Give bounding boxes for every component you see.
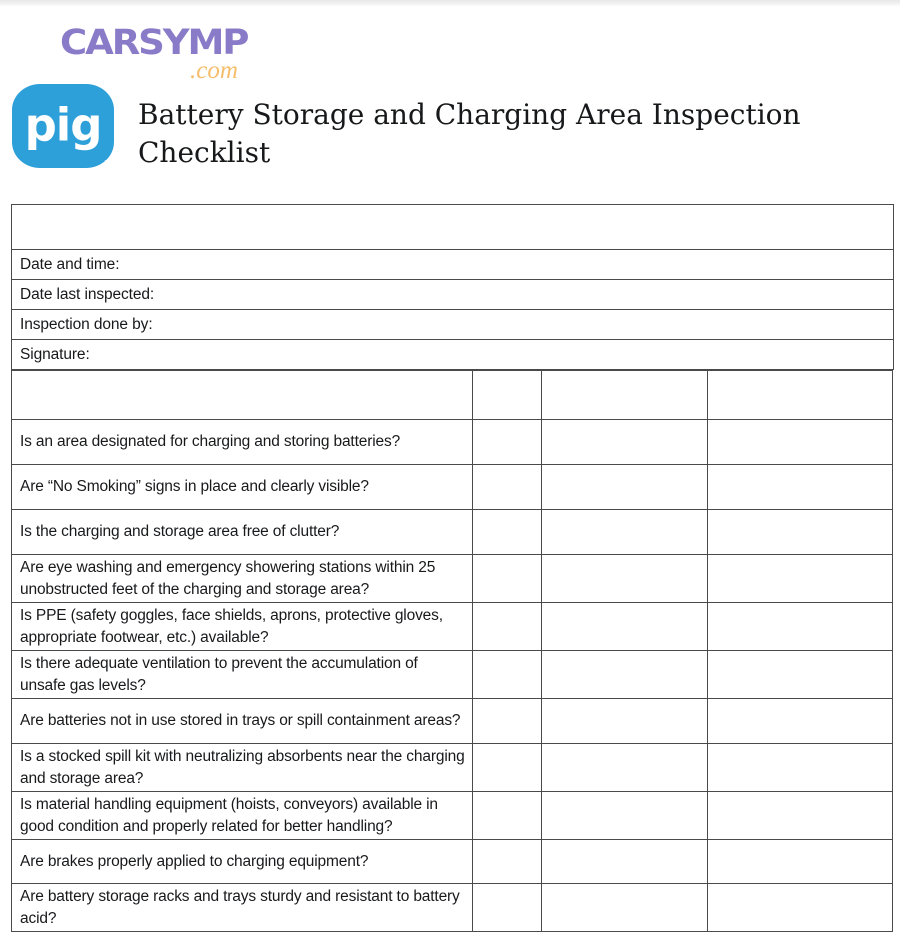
checklist-question-text: Is there adequate ventilation to prevent the accumulation of unsafe gas levels? xyxy=(20,655,418,694)
employee-responsible-cell-value xyxy=(708,814,892,818)
employee-responsible-cell[interactable] xyxy=(708,465,893,510)
checklist-row xyxy=(12,651,893,699)
corrective-action-cell[interactable] xyxy=(542,744,708,792)
corrective-action-cell-value xyxy=(542,485,707,489)
checklist-question-text: Are battery storage racks and trays sturdy and resistant to battery acid? xyxy=(20,888,460,927)
corrective-action-cell-value xyxy=(542,766,707,770)
checklist-question-text: Are “No Smoking” signs in place and clearly visible? xyxy=(20,478,369,496)
employee-responsible-cell-value xyxy=(708,860,892,864)
yes-no-answer-cell-value xyxy=(473,906,541,910)
info-cell[interactable] xyxy=(12,340,894,370)
checklist-question-text: Is an area designated for charging and storing batteries? xyxy=(20,433,401,451)
checklist-header-yn-cell xyxy=(473,371,542,420)
checklist-question-text: Is a stocked spill kit with neutralizing absorbents near the charging and storage area? xyxy=(20,748,465,787)
info-cell[interactable] xyxy=(12,280,894,310)
corrective-action-cell[interactable] xyxy=(542,884,708,932)
checklist-question-text: Are brakes properly applied to charging equipment? xyxy=(20,852,369,870)
checklist-row xyxy=(12,699,893,744)
checklist-header-row xyxy=(12,371,893,420)
column-header-corrective-action: Corrective Action xyxy=(550,385,702,404)
employee-responsible-cell[interactable] xyxy=(708,603,893,651)
corrective-action-cell-value xyxy=(542,440,707,444)
yes-no-answer-cell[interactable] xyxy=(473,840,542,884)
checklist-row xyxy=(12,510,893,555)
employee-responsible-cell-value xyxy=(708,440,892,444)
employee-responsible-cell-value xyxy=(708,625,892,629)
employee-responsible-cell[interactable] xyxy=(708,555,893,603)
employee-responsible-cell-value xyxy=(708,906,892,910)
checklist-question-text: Is the charging and storage area free of clutter? xyxy=(20,523,340,541)
checklist-question-cell xyxy=(12,884,473,932)
corrective-action-cell-value xyxy=(542,814,707,818)
info-cell[interactable] xyxy=(12,250,894,280)
corrective-action-cell-value xyxy=(542,719,707,723)
checklist-question-cell xyxy=(12,510,473,555)
yes-no-answer-cell[interactable] xyxy=(473,884,542,932)
employee-responsible-cell-value xyxy=(708,766,892,770)
page-title: Battery Storage and Charging Area Inspection Checklist xyxy=(138,98,801,169)
inspection-information-header-row xyxy=(12,205,894,250)
checklist-row xyxy=(12,555,893,603)
corrective-action-cell-value xyxy=(542,577,707,581)
column-header-yn: Y / N xyxy=(486,386,528,404)
checklist-question-text: Is PPE (safety goggles, face shields, aprons, protective gloves, appropriate footwear, etc.) available? xyxy=(20,607,443,646)
top-gray-band xyxy=(0,0,900,6)
yes-no-answer-cell-value xyxy=(473,440,541,444)
checklist-question-text: Is material handling equipment (hoists, conveyors) available in good condition and properly related for better handling? xyxy=(20,796,438,835)
inspection-information-header-cell xyxy=(12,205,894,250)
employee-responsible-cell[interactable] xyxy=(708,510,893,555)
info-row-date-last-inspected[interactable] xyxy=(12,280,894,310)
info-label: Inspection done by: xyxy=(20,315,153,333)
corrective-action-cell[interactable] xyxy=(542,651,708,699)
yes-no-answer-cell-value xyxy=(473,719,541,723)
corrective-action-cell-value xyxy=(542,673,707,677)
checklist-question-text: Are eye washing and emergency showering stations within 25 unobstructed feet of the charging and storage area? xyxy=(20,559,436,598)
yes-no-answer-cell-value xyxy=(473,625,541,629)
info-cell[interactable] xyxy=(12,310,894,340)
corrective-action-cell[interactable] xyxy=(542,510,708,555)
checklist-question-cell xyxy=(12,555,473,603)
checklist-tables xyxy=(11,204,893,932)
yes-no-answer-cell[interactable] xyxy=(473,651,542,699)
employee-responsible-cell-value xyxy=(708,673,892,677)
checklist-row xyxy=(12,840,893,884)
info-label: Date and time: xyxy=(20,255,120,273)
corrective-action-cell-value xyxy=(542,860,707,864)
carsymp-logo[interactable] xyxy=(60,23,290,88)
trademark-symbol: ™ xyxy=(104,160,111,167)
employee-responsible-cell[interactable] xyxy=(708,792,893,840)
yes-no-answer-cell-value xyxy=(473,860,541,864)
checklist-row xyxy=(12,884,893,932)
yes-no-answer-cell-value xyxy=(473,577,541,581)
yes-no-answer-cell[interactable] xyxy=(473,792,542,840)
employee-responsible-cell-value xyxy=(708,577,892,581)
yes-no-answer-cell-value xyxy=(473,673,541,677)
checklist-header-corrective-action-cell xyxy=(542,371,708,420)
employee-responsible-cell[interactable] xyxy=(708,884,893,932)
document-header xyxy=(12,84,892,180)
carsymp-dotcom-text: .com xyxy=(190,57,238,84)
corrective-action-cell[interactable] xyxy=(542,555,708,603)
yes-no-answer-cell-value xyxy=(473,485,541,489)
checklist-row xyxy=(12,603,893,651)
info-label: Date last inspected: xyxy=(20,285,155,303)
info-row-signature[interactable] xyxy=(12,340,894,370)
inspection-information-table xyxy=(11,204,894,370)
checklist-question-cell xyxy=(12,651,473,699)
corrective-action-cell[interactable] xyxy=(542,699,708,744)
yes-no-answer-cell[interactable] xyxy=(473,465,542,510)
yes-no-answer-cell-value xyxy=(473,814,541,818)
employee-responsible-cell-value xyxy=(708,719,892,723)
yes-no-answer-cell-value xyxy=(473,766,541,770)
section-title: Inspection Information xyxy=(23,217,244,237)
corrective-action-cell[interactable] xyxy=(542,792,708,840)
employee-responsible-cell[interactable] xyxy=(708,744,893,792)
info-row-date-and-time[interactable] xyxy=(12,250,894,280)
corrective-action-cell[interactable] xyxy=(542,420,708,465)
checklist-row xyxy=(12,420,893,465)
corrective-action-cell[interactable] xyxy=(542,840,708,884)
yes-no-answer-cell[interactable] xyxy=(473,555,542,603)
yes-no-answer-cell-value xyxy=(473,530,541,534)
employee-responsible-cell[interactable] xyxy=(708,420,893,465)
employee-responsible-cell-value xyxy=(708,530,892,534)
yes-no-answer-cell[interactable] xyxy=(473,744,542,792)
checklist-question-cell xyxy=(12,420,473,465)
battery-charging-checklist-table xyxy=(11,370,893,932)
checklist-question-cell xyxy=(12,744,473,792)
checklist-question-cell xyxy=(12,699,473,744)
carsymp-wordmark: CARSYMP xyxy=(60,23,248,63)
checklist-question-cell xyxy=(12,840,473,884)
checklist-question-cell xyxy=(12,465,473,510)
checklist-row xyxy=(12,465,893,510)
yes-no-answer-cell[interactable] xyxy=(473,699,542,744)
employee-responsible-cell[interactable] xyxy=(708,840,893,884)
corrective-action-cell-value xyxy=(542,530,707,534)
checklist-question-cell xyxy=(12,792,473,840)
checklist-question-text: Are batteries not in use stored in trays or spill containment areas? xyxy=(20,712,461,730)
corrective-action-cell-value xyxy=(542,625,707,629)
yes-no-answer-cell[interactable] xyxy=(473,603,542,651)
info-row-inspection-done-by[interactable] xyxy=(12,310,894,340)
yes-no-answer-cell[interactable] xyxy=(473,510,542,555)
employee-responsible-cell-value xyxy=(708,485,892,489)
pig-logo-text: pig xyxy=(24,98,102,152)
corrective-action-cell[interactable] xyxy=(542,603,708,651)
checklist-row xyxy=(12,792,893,840)
info-label: Signature: xyxy=(20,345,90,363)
employee-responsible-cell[interactable] xyxy=(708,699,893,744)
checklist-question-cell xyxy=(12,603,473,651)
corrective-action-cell-value xyxy=(542,906,707,910)
yes-no-answer-cell[interactable] xyxy=(473,420,542,465)
checklist-row xyxy=(12,744,893,792)
corrective-action-cell[interactable] xyxy=(542,465,708,510)
checklist-header-item-cell xyxy=(12,371,473,420)
employee-responsible-cell[interactable] xyxy=(708,651,893,699)
pig-logo xyxy=(12,84,114,168)
column-header-employee-responsible: Employee Responsible xyxy=(716,376,822,413)
column-header-item: Battery Charging and Storage Area xyxy=(23,385,348,405)
checklist-header-employee-responsible-cell xyxy=(708,371,893,420)
